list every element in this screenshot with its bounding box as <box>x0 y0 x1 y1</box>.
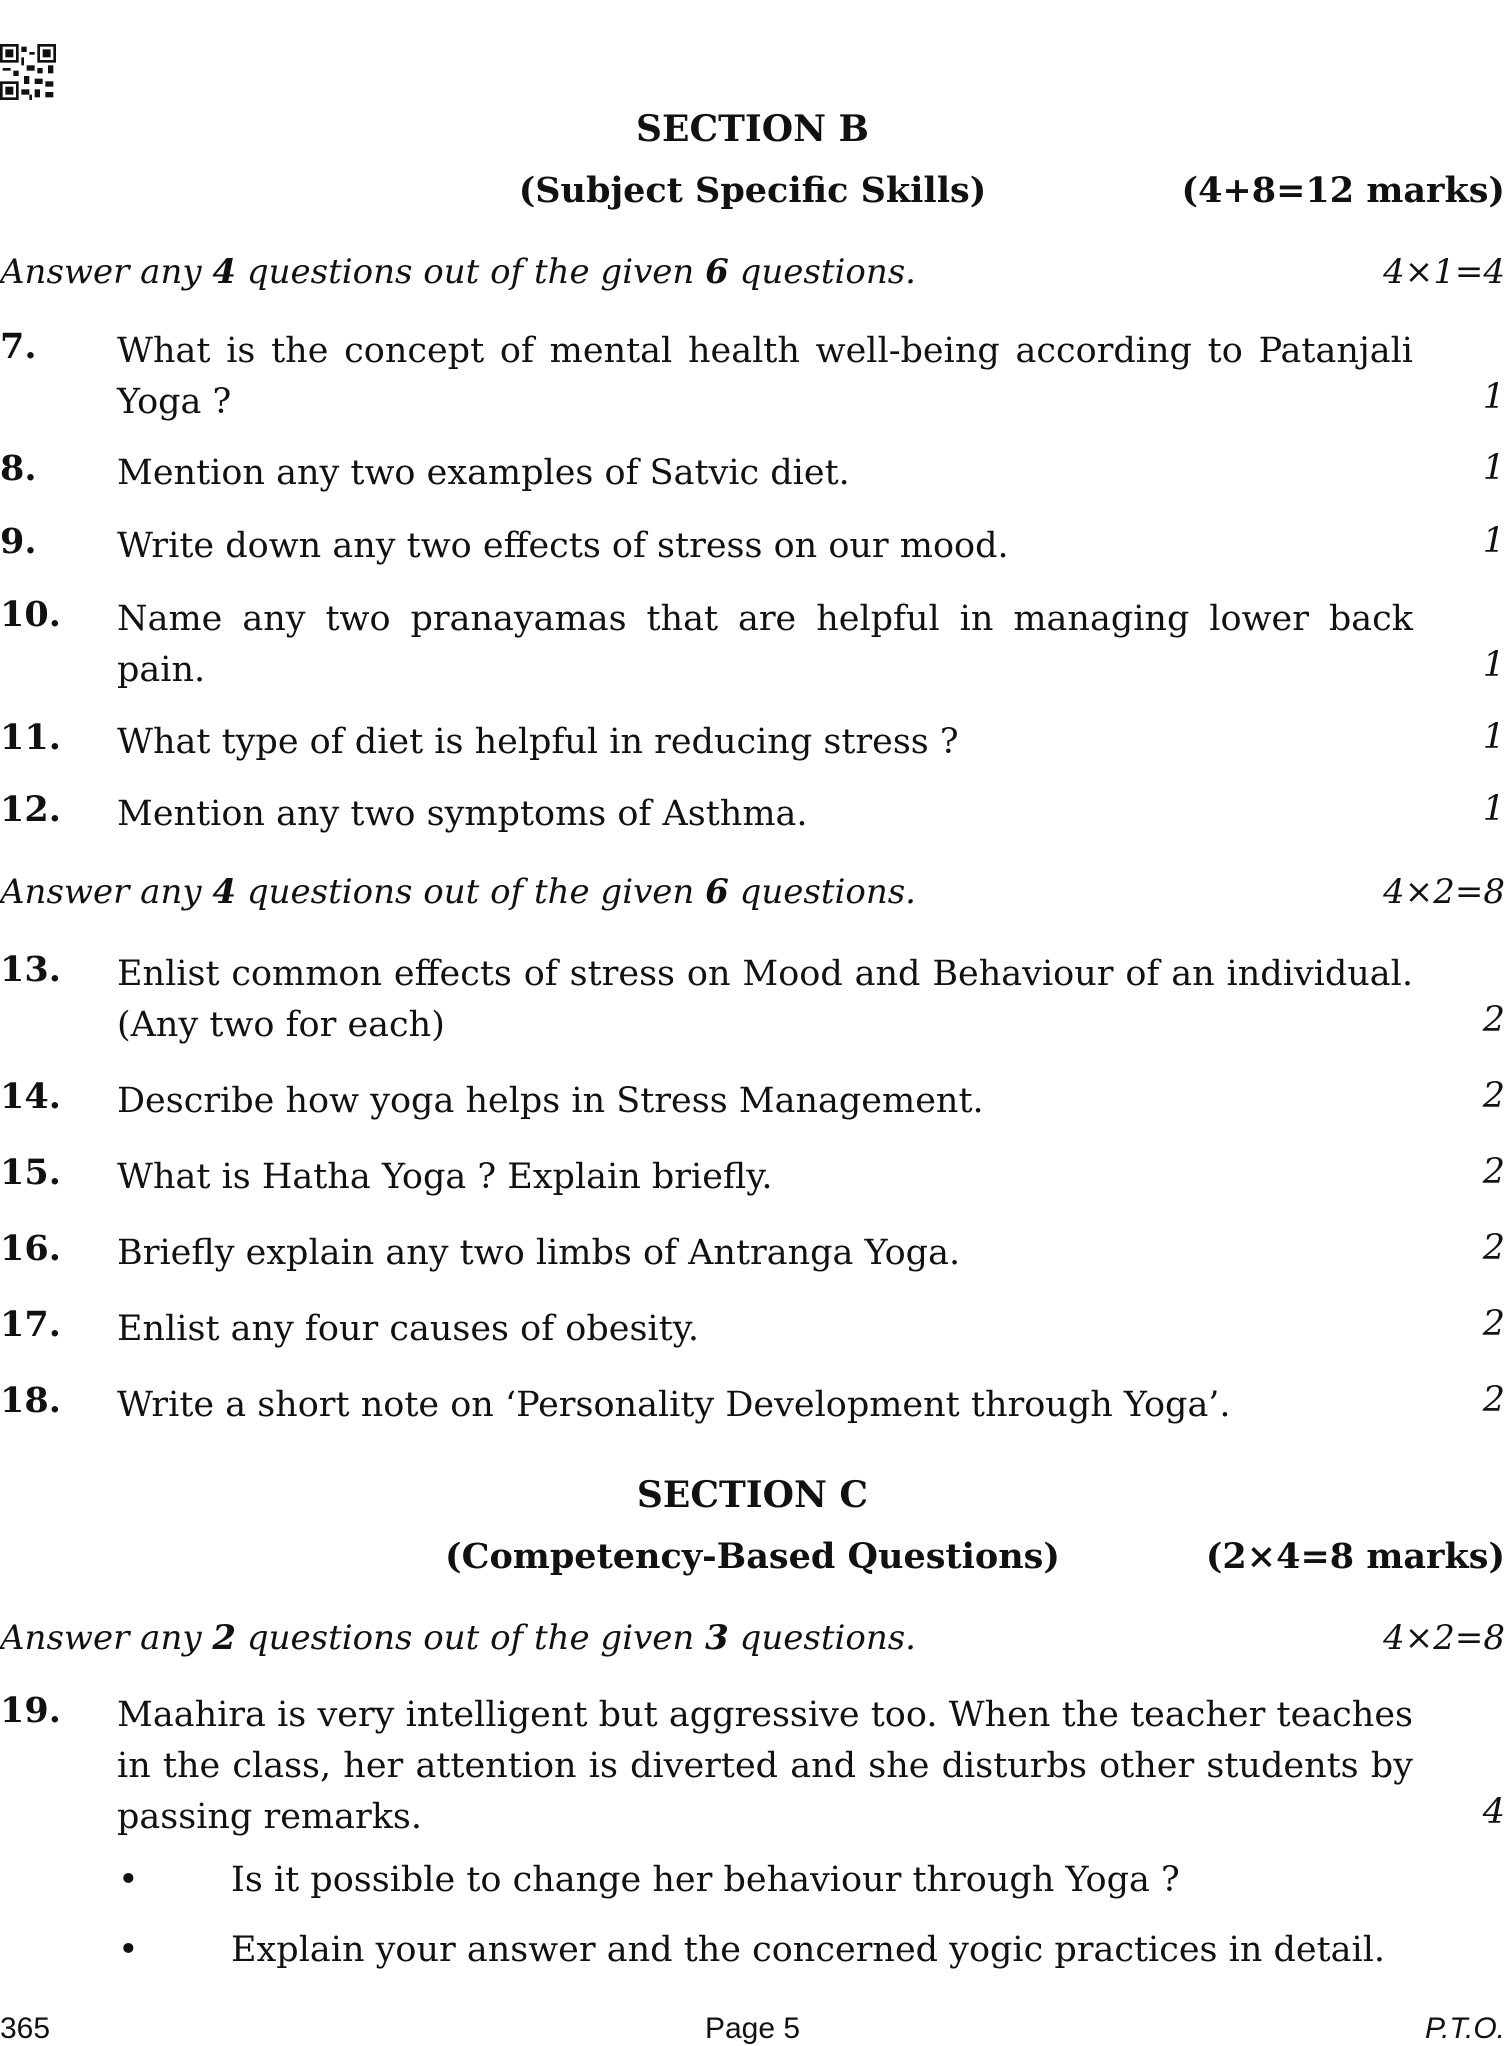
bullet-text: Explain your answer and the concerned yogic practices in detail. <box>231 1930 1386 1970</box>
question-number: 15. <box>0 1152 61 1193</box>
question-text: Describe how yoga helps in Stress Management. <box>117 1081 984 1121</box>
question-marks: 1 <box>1482 521 1505 561</box>
question-number: 9. <box>0 521 37 562</box>
question-marks: 1 <box>1482 645 1505 685</box>
instruction-marks: 4×1=4 <box>1383 252 1505 292</box>
question-text: Mention any two examples of Satvic diet. <box>117 453 850 493</box>
instruction-text: Answer any 4 questions out of the given 6 questions. <box>0 872 916 912</box>
qr-code-icon <box>0 44 56 100</box>
section-c-subtitle: (Competency-Based Questions) <box>445 1536 1060 1577</box>
question-number: 18. <box>0 1380 61 1421</box>
section-c-marks: (2×4=8 marks) <box>1205 1536 1505 1577</box>
question-marks: 1 <box>1482 717 1505 757</box>
page-number: Page 5 <box>704 2012 801 2045</box>
question-text: Enlist common effects of stress on Mood and Behaviour of an individual. (Any two for each) <box>117 954 1413 1045</box>
instruction-text: Answer any 2 questions out of the given 3 questions. <box>0 1618 916 1658</box>
question-marks: 1 <box>1482 789 1505 829</box>
question-text: Write down any two effects of stress on our mood. <box>117 526 1009 566</box>
question-text: Write a short note on ‘Personality Development through Yoga’. <box>117 1385 1231 1425</box>
question-marks: 2 <box>1482 1380 1505 1420</box>
question-number: 13. <box>0 949 61 990</box>
question-number: 10. <box>0 594 61 635</box>
instruction-text: Answer any 4 questions out of the given 6 questions. <box>0 252 916 292</box>
instruction-marks: 4×2=8 <box>1383 1618 1505 1658</box>
question-marks: 4 <box>1482 1792 1505 1832</box>
question-text: What is the concept of mental health well-being according to Patanjali Yoga ? <box>117 331 1413 422</box>
question-marks: 2 <box>1482 1228 1505 1268</box>
section-b-title: SECTION B <box>636 108 869 150</box>
question-marks: 1 <box>1482 377 1505 417</box>
bullet-text: Is it possible to change her behaviour through Yoga ? <box>231 1860 1180 1900</box>
question-number: 7. <box>0 326 37 367</box>
pto-label: P.T.O. <box>1424 2012 1505 2045</box>
question-text: What is Hatha Yoga ? Explain briefly. <box>117 1157 773 1197</box>
section-b-marks: (4+8=12 marks) <box>1181 170 1505 211</box>
question-number: 8. <box>0 448 37 489</box>
question-text: What type of diet is helpful in reducing stress ? <box>117 722 959 762</box>
bullet-icon: • <box>118 1860 139 1900</box>
question-text: Briefly explain any two limbs of Antranga Yoga. <box>117 1233 961 1273</box>
question-text: Enlist any four causes of obesity. <box>117 1309 699 1349</box>
bullet-icon: • <box>118 1930 139 1970</box>
question-number: 12. <box>0 789 61 830</box>
question-text: Name any two pranayamas that are helpful in managing lower back pain. <box>117 599 1413 690</box>
section-b-subtitle: (Subject Specific Skills) <box>518 170 987 211</box>
question-marks: 2 <box>1482 1304 1505 1344</box>
question-marks: 1 <box>1482 448 1505 488</box>
question-number: 14. <box>0 1076 61 1117</box>
paper-code: 365 <box>0 2012 51 2045</box>
question-marks: 2 <box>1482 1076 1505 1116</box>
question-marks: 2 <box>1482 1152 1505 1192</box>
question-text: Mention any two symptoms of Asthma. <box>117 794 808 834</box>
section-c-title: SECTION C <box>636 1474 869 1516</box>
question-number: 17. <box>0 1304 61 1345</box>
question-number: 11. <box>0 717 61 758</box>
question-number: 16. <box>0 1228 61 1269</box>
question-marks: 2 <box>1482 1000 1505 1040</box>
instruction-marks: 4×2=8 <box>1383 872 1505 912</box>
question-number: 19. <box>0 1690 61 1731</box>
question-text: Maahira is very intelligent but aggressive too. When the teacher teaches in the class, her attention is diverted and she disturbs other students by passing remarks. <box>117 1695 1413 1837</box>
